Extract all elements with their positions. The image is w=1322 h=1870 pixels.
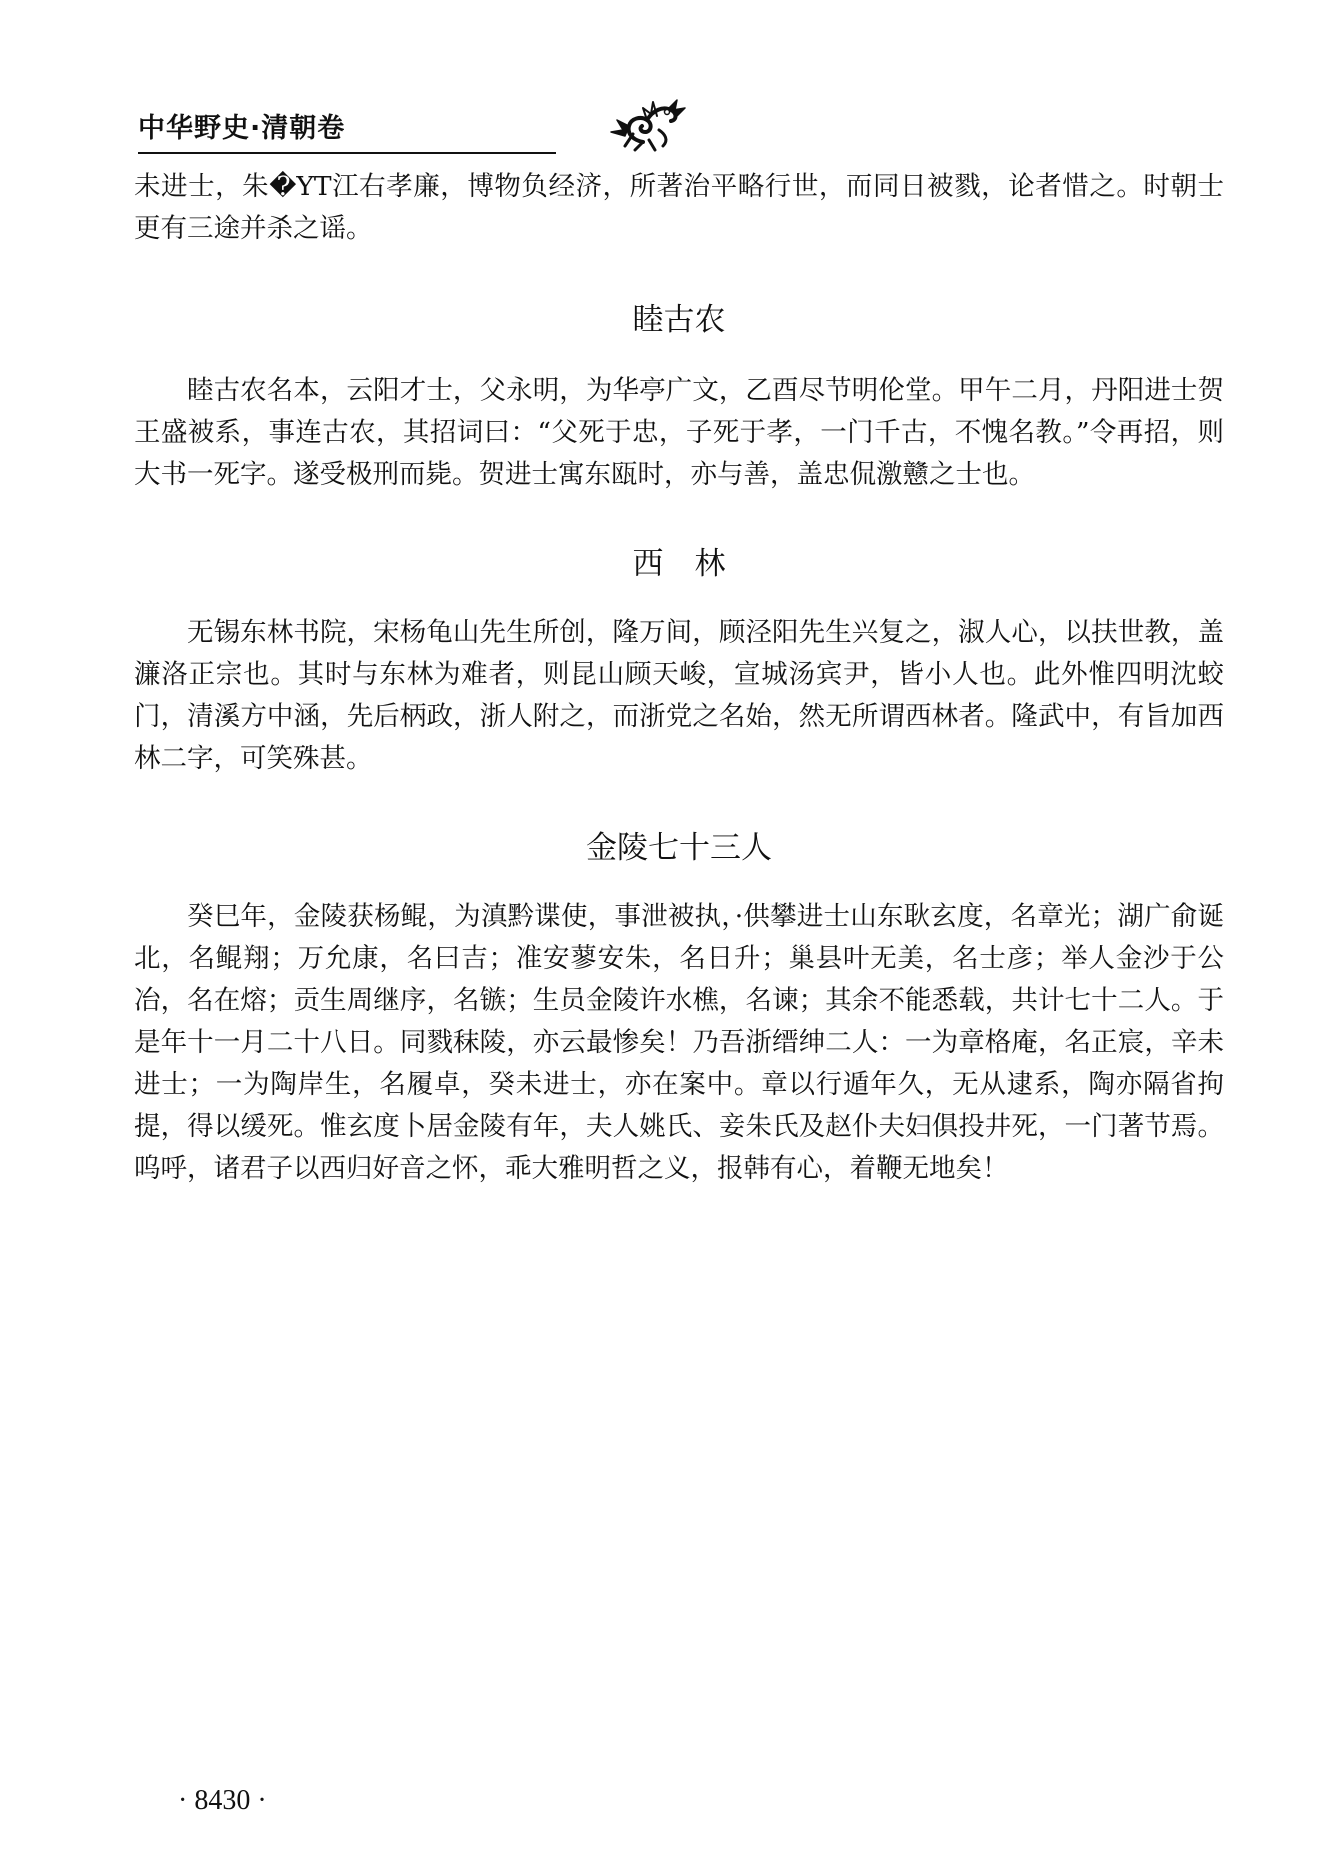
dragon-emblem-icon bbox=[603, 90, 688, 152]
section-text: 睦古农名本，云阳才士，父永明，为华亭广文，乙酉尽节明伦堂。甲午二月，丹阳进士贺王盛被系，事连古农，其招词曰：“父死于忠，子死于孝，一门千古，不愧名教。”令再招，则大书一死字。遂受极刑而毙。贺进士寓东瓯时，亦与善，盖忠侃激戆之士也。 bbox=[134, 375, 1224, 490]
section-paragraph bbox=[134, 370, 1224, 496]
running-header bbox=[138, 98, 1223, 158]
section-text: 癸巳年，金陵获杨鲲，为滇黔谍使，事泄被执，·供攀进士山东耿玄度，名章光；湖广俞诞北，名鲲翔；万允康，名曰吉；准安蓼安朱，名日升；巢县叶无美，名士彦；举人金沙于公冶，名在熔；贡生周继序，名镞；生员金陵许水樵，名谏；其余不能悉载，共计七十二人。于是年十一月二十八日。同戮秣陵，亦云最惨矣！乃吾浙缙绅二人：一为章格庵，名正宸，辛未进士；一为陶岸生，名履卓，癸未进士，亦在案中。章以行遁年久，无从逮系，陶亦隔省拘提，得以缓死。惟玄度卜居金陵有年，夫人姚氏、妾朱氏及赵仆夫妇俱投井死，一门著节焉。呜呼，诸君子以西归好音之怀，乖大雅明哲之义，报韩有心，着鞭无地矣！ bbox=[134, 901, 1224, 1184]
continuation-text: 未进士，朱�YT江右孝廉，博物负经济，所著治平略行世，而同日被戮，论者惜之。时朝士更有三途并杀之谣。 bbox=[134, 171, 1224, 244]
section-title: 西 林 bbox=[632, 546, 726, 582]
section-title: 睦古农 bbox=[632, 302, 726, 338]
page-number: · 8430 · bbox=[178, 1785, 267, 1816]
continuation-paragraph bbox=[134, 166, 1224, 250]
section-paragraph bbox=[134, 896, 1224, 1190]
section-text: 无锡东林书院，宋杨龟山先生所创，隆万间，顾泾阳先生兴复之，淑人心，以扶世教，盖濂洛正宗也。其时与东林为难者，则昆山顾天峻，宣城汤宾尹，皆小人也。此外惟四明沈蛟门，清溪方中涵，先后柄政，浙人附之，而浙党之名始，然无所谓西林者。隆武中，有旨加西林二字，可笑殊甚。 bbox=[134, 617, 1224, 774]
section-title: 金陵七十三人 bbox=[586, 830, 772, 866]
header-rule bbox=[138, 152, 556, 154]
book-series-title: 中华野史·清朝卷 bbox=[138, 113, 346, 144]
section-paragraph bbox=[134, 612, 1224, 780]
